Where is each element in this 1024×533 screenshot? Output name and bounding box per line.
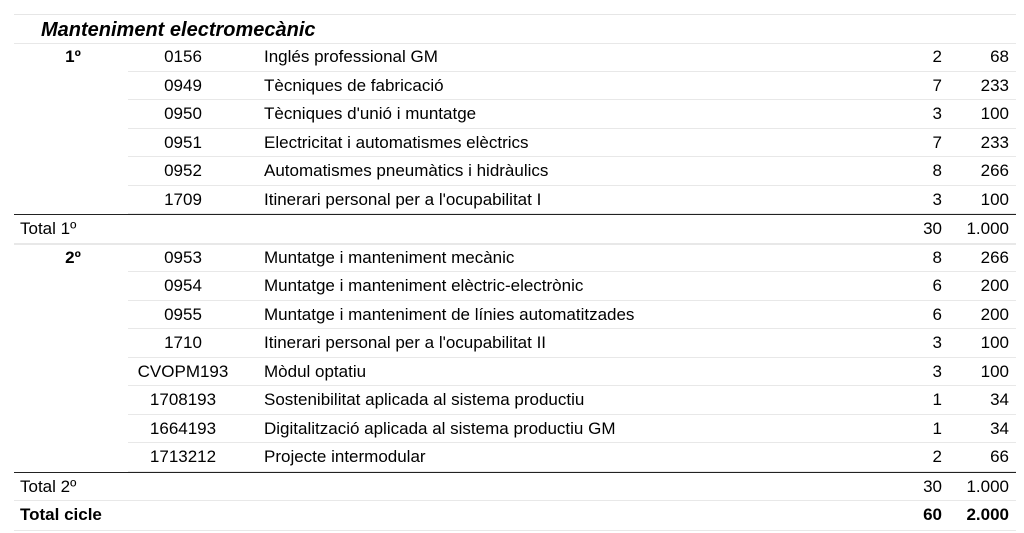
module-code: 0951: [164, 132, 202, 152]
module-row: [0, 301, 1024, 330]
module-credits: 266: [980, 247, 1009, 267]
course-total-row: [14, 214, 1016, 244]
module-code: CVOPM193: [137, 361, 229, 381]
module-name: Digitalització aplicada al sistema productiu GM: [264, 418, 616, 438]
cycle-total-credits: 2.000: [966, 505, 1009, 524]
module-credits: 66: [990, 447, 1009, 466]
module-row: [0, 415, 1024, 444]
module-hours: 3: [932, 104, 942, 123]
module-row: [0, 386, 1024, 415]
module-hours: 6: [932, 304, 942, 324]
module-hours: 1: [932, 390, 942, 409]
module-name: Automatismes pneumàtics i hidràulics: [264, 161, 549, 180]
module-row: [0, 358, 1024, 387]
module-code: 1708193: [149, 390, 217, 409]
module-row: [0, 43, 1024, 72]
module-code: 1664193: [149, 418, 217, 438]
module-credits: 266: [980, 161, 1009, 180]
course-total-credits: 1.000: [966, 219, 1009, 238]
cycle-title: Manteniment electromecànic: [41, 19, 316, 41]
module-hours: 3: [932, 361, 942, 381]
module-row: [0, 129, 1024, 158]
cycle-total-label: Total cicle: [20, 505, 102, 524]
course-total-label: Total 2º: [20, 476, 77, 496]
module-credits: 233: [980, 75, 1009, 95]
module-row: [0, 443, 1024, 472]
module-credits: 100: [980, 361, 1009, 381]
module-hours: 3: [932, 333, 942, 352]
module-row: [0, 272, 1024, 301]
module-hours: 6: [932, 276, 942, 295]
module-row: [0, 329, 1024, 358]
module-code: 1713212: [149, 447, 217, 466]
module-row: [0, 157, 1024, 186]
module-credits: 200: [980, 276, 1009, 295]
module-credits: 100: [980, 333, 1009, 352]
module-name: Muntatge i manteniment elèctric-electrònic: [264, 276, 584, 295]
module-credits: 68: [990, 47, 1009, 66]
module-code: 0949: [164, 75, 202, 95]
module-name: Sostenibilitat aplicada al sistema productiu: [264, 390, 585, 409]
course-total-row: [14, 472, 1016, 502]
module-hours: 7: [932, 75, 942, 95]
module-name: Electricitat i automatismes elèctrics: [264, 132, 529, 152]
module-name: Itinerari personal per a l'ocupabilitat II: [264, 333, 547, 352]
module-row: [0, 244, 1024, 273]
course-total-credits: 1.000: [966, 476, 1009, 496]
module-hours: 8: [932, 161, 942, 180]
module-credits: 233: [980, 132, 1009, 152]
module-credits: 34: [990, 390, 1009, 409]
module-code: 0955: [164, 304, 202, 324]
module-name: Tècniques d'unió i muntatge: [264, 104, 477, 123]
module-name: Muntatge i manteniment mecànic: [264, 247, 515, 267]
module-name: Inglés professional GM: [264, 47, 438, 66]
module-name: Projecte intermodular: [264, 447, 426, 466]
module-code: 1710: [164, 333, 202, 352]
module-hours: 2: [932, 47, 942, 66]
module-code: 1709: [164, 189, 202, 209]
module-name: Itinerari personal per a l'ocupabilitat I: [264, 189, 542, 209]
module-name: Tècniques de fabricació: [264, 75, 444, 95]
module-credits: 100: [980, 104, 1009, 123]
module-hours: 3: [932, 189, 942, 209]
module-hours: 2: [932, 447, 942, 466]
course-label: 1º: [65, 47, 81, 66]
course-label: 2º: [65, 247, 81, 267]
module-credits: 34: [990, 418, 1009, 438]
course-total-label: Total 1º: [20, 219, 77, 238]
course-total-hours: 30: [923, 219, 942, 238]
module-row: [0, 186, 1024, 215]
module-code: 0954: [164, 276, 202, 295]
cycle-total-hours: 60: [923, 505, 942, 524]
module-row: [0, 100, 1024, 129]
module-hours: 8: [932, 247, 942, 267]
module-hours: 1: [932, 418, 942, 438]
module-code: 0953: [164, 247, 202, 267]
module-name: Muntatge i manteniment de línies automatitzades: [264, 304, 635, 324]
module-credits: 100: [980, 189, 1009, 209]
module-code: 0952: [164, 161, 202, 180]
module-row: [0, 72, 1024, 101]
module-code: 0156: [164, 47, 202, 66]
module-code: 0950: [164, 104, 202, 123]
course-total-hours: 30: [923, 476, 942, 496]
module-table: [0, 43, 1024, 531]
cycle-total-row: [14, 501, 1016, 531]
module-hours: 7: [932, 132, 942, 152]
module-credits: 200: [980, 304, 1009, 324]
module-name: Mòdul optatiu: [264, 361, 367, 381]
top-divider: [14, 14, 1016, 15]
